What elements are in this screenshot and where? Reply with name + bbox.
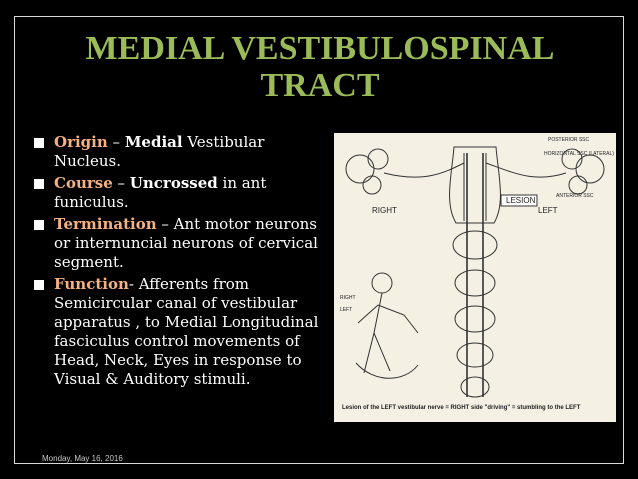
left-canal-shape [576, 155, 604, 183]
right-label: RIGHT [372, 206, 397, 215]
bullet-label: Termination [54, 215, 157, 233]
figure-left-label: LEFT [340, 307, 353, 313]
bullet-text: Vestibular Nucleus. [54, 133, 265, 170]
bullet-bold: Uncrossed [129, 174, 218, 192]
square-bullet-icon [34, 280, 44, 290]
square-bullet-icon [34, 138, 44, 148]
bullet-list [34, 133, 324, 392]
square-bullet-icon [34, 179, 44, 189]
bullet-label: Origin [54, 133, 108, 151]
right-canal-shape [346, 155, 374, 183]
footer-date: Monday, May 16, 2016 [42, 454, 123, 463]
slide-title-line1: MEDIAL VESTIBULOSPINAL [85, 30, 555, 67]
brainstem-shape [450, 147, 501, 223]
diagram-drawing [334, 133, 616, 422]
bullet-sep: - [128, 275, 139, 293]
bullet-text: Ant motor neurons or internuncial neurons of cervical segment. [54, 215, 318, 271]
figure-right-label: RIGHT [340, 295, 356, 301]
posterior-label: POSTERIOR SSC [548, 137, 590, 143]
cord-segment-shape [455, 270, 495, 296]
bullet-sep: – [112, 174, 130, 192]
vestibular-diagram [334, 133, 616, 422]
figure-body-shape [358, 293, 418, 373]
square-bullet-icon [34, 220, 44, 230]
slide-title-line2: TRACT [260, 67, 380, 104]
cord-segment-shape [457, 343, 493, 367]
bullet-termination [34, 215, 324, 272]
bullet-course [34, 174, 324, 212]
bullet-text: Afferents from Semicircular canal of vestibular apparatus , to Medial Longitudinal fasciculus control movements of Head, Neck, Eyes in response to Visual & Auditory stimuli. [54, 275, 319, 388]
figure-head-shape [372, 273, 392, 293]
cord-segment-shape [461, 377, 489, 397]
left-canal-shape [569, 176, 587, 194]
diagram-caption: Lesion of the LEFT vestibular nerve = RIGHT side "driving" = stumbling to the LEFT [342, 405, 581, 411]
bullet-text: in ant funiculus. [54, 174, 267, 211]
cord-segment-shape [455, 306, 495, 332]
bullet-label: Function [54, 275, 129, 293]
horizontal-label: HORIZONTAL SSC (LATERAL) [544, 151, 614, 157]
lesion-label: LESION [506, 196, 536, 205]
anterior-label: ANTERIOR SSC [556, 193, 594, 199]
right-canal-shape [363, 176, 381, 194]
bullet-function [34, 275, 324, 389]
bullet-origin [34, 133, 324, 171]
bullet-bold: Medial [124, 133, 183, 151]
cord-segment-shape [453, 231, 497, 259]
bullet-sep: – [156, 215, 174, 233]
bullet-label: Course [54, 174, 113, 192]
bullet-sep: – [107, 133, 125, 151]
right-canal-shape [368, 149, 388, 169]
left-label: LEFT [538, 206, 558, 215]
